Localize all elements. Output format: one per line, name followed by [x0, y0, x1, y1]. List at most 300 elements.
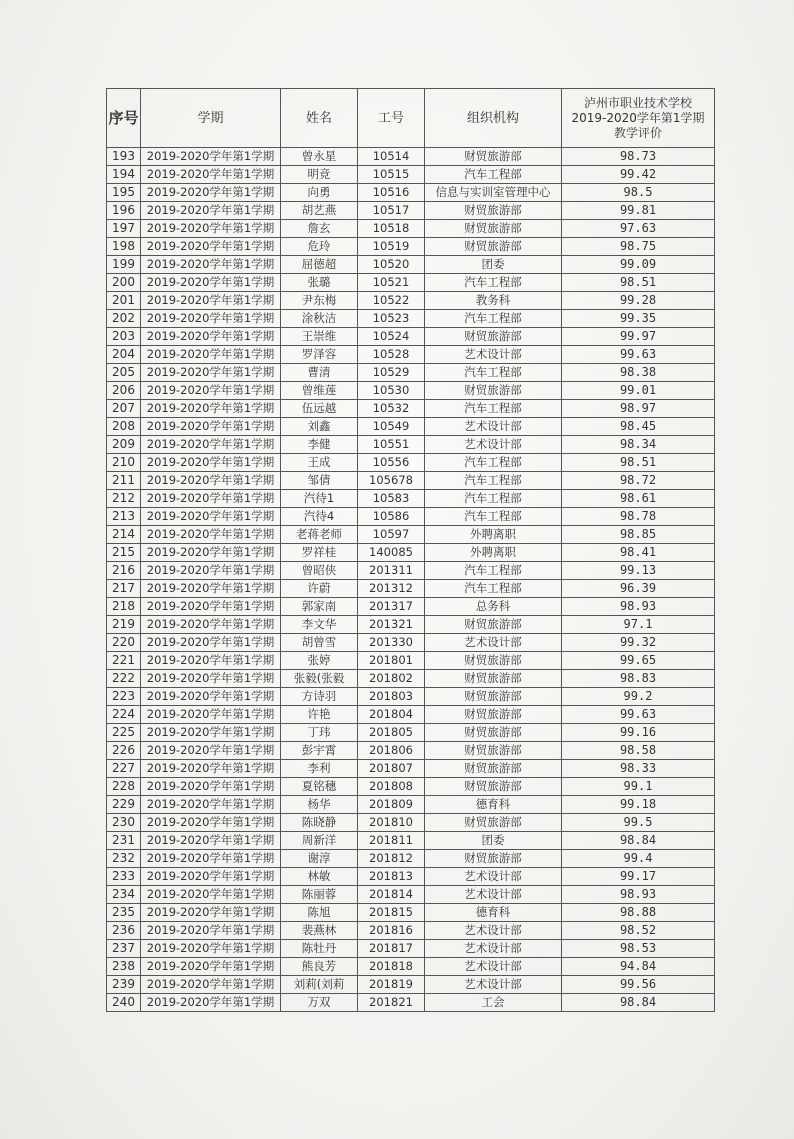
- cell-score: 98.33: [562, 760, 715, 778]
- cell-org: 外聘离职: [425, 544, 562, 562]
- cell-id: 201819: [358, 976, 425, 994]
- cell-term: 2019-2020学年第1学期: [141, 184, 281, 202]
- cell-name: 陈晓静: [281, 814, 358, 832]
- table-row: [107, 184, 715, 202]
- cell-org: 财贸旅游部: [425, 724, 562, 742]
- cell-id: 201801: [358, 652, 425, 670]
- header-name: 姓名: [281, 89, 358, 148]
- cell-org: 团委: [425, 256, 562, 274]
- cell-name: 夏铭穗: [281, 778, 358, 796]
- cell-org: 财贸旅游部: [425, 616, 562, 634]
- table-row: [107, 868, 715, 886]
- cell-term: 2019-2020学年第1学期: [141, 670, 281, 688]
- cell-term: 2019-2020学年第1学期: [141, 850, 281, 868]
- cell-term: 2019-2020学年第1学期: [141, 364, 281, 382]
- cell-org: 艺术设计部: [425, 940, 562, 958]
- cell-seq: 217: [107, 580, 141, 598]
- cell-score: 99.1: [562, 778, 715, 796]
- cell-org: 财贸旅游部: [425, 760, 562, 778]
- table-row: [107, 148, 715, 166]
- cell-seq: 213: [107, 508, 141, 526]
- table-row: [107, 220, 715, 238]
- cell-score: 99.97: [562, 328, 715, 346]
- cell-seq: 194: [107, 166, 141, 184]
- table-row: [107, 472, 715, 490]
- cell-seq: 236: [107, 922, 141, 940]
- cell-seq: 193: [107, 148, 141, 166]
- cell-name: 张毅(张毅: [281, 670, 358, 688]
- cell-name: 罗祥桂: [281, 544, 358, 562]
- cell-name: 老蒋老师: [281, 526, 358, 544]
- cell-score: 98.41: [562, 544, 715, 562]
- cell-score: 98.84: [562, 994, 715, 1012]
- table-row: [107, 202, 715, 220]
- cell-org: 工会: [425, 994, 562, 1012]
- cell-seq: 208: [107, 418, 141, 436]
- cell-org: 财贸旅游部: [425, 742, 562, 760]
- cell-name: 李健: [281, 436, 358, 454]
- cell-org: 艺术设计部: [425, 418, 562, 436]
- cell-id: 201816: [358, 922, 425, 940]
- cell-seq: 222: [107, 670, 141, 688]
- table-row: [107, 742, 715, 760]
- cell-score: 99.65: [562, 652, 715, 670]
- cell-name: 谢淳: [281, 850, 358, 868]
- cell-name: 王成: [281, 454, 358, 472]
- cell-name: 明竞: [281, 166, 358, 184]
- cell-score: 99.4: [562, 850, 715, 868]
- cell-org: 艺术设计部: [425, 634, 562, 652]
- table-header: [107, 89, 715, 148]
- cell-term: 2019-2020学年第1学期: [141, 706, 281, 724]
- cell-name: 许蔚: [281, 580, 358, 598]
- cell-name: 向勇: [281, 184, 358, 202]
- cell-id: 201815: [358, 904, 425, 922]
- table-row: [107, 886, 715, 904]
- cell-id: 201808: [358, 778, 425, 796]
- cell-score: 98.5: [562, 184, 715, 202]
- cell-seq: 210: [107, 454, 141, 472]
- cell-org: 总务科: [425, 598, 562, 616]
- cell-seq: 195: [107, 184, 141, 202]
- cell-score: 97.63: [562, 220, 715, 238]
- cell-name: 刘莉(刘莉: [281, 976, 358, 994]
- cell-term: 2019-2020学年第1学期: [141, 598, 281, 616]
- cell-id: 201312: [358, 580, 425, 598]
- cell-org: 财贸旅游部: [425, 652, 562, 670]
- cell-name: 熊良芳: [281, 958, 358, 976]
- cell-seq: 197: [107, 220, 141, 238]
- cell-term: 2019-2020学年第1学期: [141, 958, 281, 976]
- cell-org: 团委: [425, 832, 562, 850]
- cell-score: 99.63: [562, 346, 715, 364]
- cell-term: 2019-2020学年第1学期: [141, 832, 281, 850]
- cell-score: 99.35: [562, 310, 715, 328]
- header-eval-label: 教学评价: [613, 125, 662, 140]
- cell-term: 2019-2020学年第1学期: [141, 742, 281, 760]
- table-row: [107, 490, 715, 508]
- cell-name: 方诗羽: [281, 688, 358, 706]
- cell-score: 99.01: [562, 382, 715, 400]
- cell-name: 邹倩: [281, 472, 358, 490]
- cell-seq: 229: [107, 796, 141, 814]
- cell-id: 10549: [358, 418, 425, 436]
- cell-id: 140085: [358, 544, 425, 562]
- cell-seq: 205: [107, 364, 141, 382]
- cell-org: 财贸旅游部: [425, 202, 562, 220]
- cell-id: 201809: [358, 796, 425, 814]
- cell-id: 10583: [358, 490, 425, 508]
- cell-org: 教务科: [425, 292, 562, 310]
- cell-org: 汽车工程部: [425, 364, 562, 382]
- cell-term: 2019-2020学年第1学期: [141, 940, 281, 958]
- table-row: [107, 328, 715, 346]
- cell-seq: 220: [107, 634, 141, 652]
- cell-term: 2019-2020学年第1学期: [141, 220, 281, 238]
- cell-seq: 219: [107, 616, 141, 634]
- cell-score: 97.1: [562, 616, 715, 634]
- cell-id: 201311: [358, 562, 425, 580]
- cell-term: 2019-2020学年第1学期: [141, 148, 281, 166]
- cell-name: 彭宇霄: [281, 742, 358, 760]
- table-row: [107, 292, 715, 310]
- cell-term: 2019-2020学年第1学期: [141, 544, 281, 562]
- cell-score: 98.45: [562, 418, 715, 436]
- table-row: [107, 814, 715, 832]
- cell-name: 刘鑫: [281, 418, 358, 436]
- cell-score: 94.84: [562, 958, 715, 976]
- table-row: [107, 616, 715, 634]
- cell-id: 10532: [358, 400, 425, 418]
- cell-term: 2019-2020学年第1学期: [141, 688, 281, 706]
- cell-score: 98.34: [562, 436, 715, 454]
- cell-score: 98.75: [562, 238, 715, 256]
- cell-name: 胡艺燕: [281, 202, 358, 220]
- cell-term: 2019-2020学年第1学期: [141, 976, 281, 994]
- cell-org: 德育科: [425, 796, 562, 814]
- cell-id: 201805: [358, 724, 425, 742]
- cell-term: 2019-2020学年第1学期: [141, 760, 281, 778]
- cell-score: 99.32: [562, 634, 715, 652]
- cell-id: 105678: [358, 472, 425, 490]
- evaluation-table: [106, 88, 715, 1012]
- cell-org: 汽车工程部: [425, 310, 562, 328]
- cell-term: 2019-2020学年第1学期: [141, 238, 281, 256]
- table-row: [107, 364, 715, 382]
- table-row: [107, 346, 715, 364]
- cell-score: 98.88: [562, 904, 715, 922]
- cell-id: 10556: [358, 454, 425, 472]
- cell-id: 10530: [358, 382, 425, 400]
- cell-name: 张璐: [281, 274, 358, 292]
- cell-name: 杨华: [281, 796, 358, 814]
- cell-score: 98.84: [562, 832, 715, 850]
- header-row: [107, 89, 715, 148]
- cell-org: 汽车工程部: [425, 508, 562, 526]
- table-row: [107, 580, 715, 598]
- cell-name: 詹玄: [281, 220, 358, 238]
- cell-term: 2019-2020学年第1学期: [141, 634, 281, 652]
- cell-term: 2019-2020学年第1学期: [141, 616, 281, 634]
- cell-score: 99.16: [562, 724, 715, 742]
- table-row: [107, 634, 715, 652]
- cell-seq: 212: [107, 490, 141, 508]
- cell-name: 裴燕林: [281, 922, 358, 940]
- cell-name: 曾永星: [281, 148, 358, 166]
- cell-seq: 230: [107, 814, 141, 832]
- cell-org: 财贸旅游部: [425, 814, 562, 832]
- cell-id: 201330: [358, 634, 425, 652]
- table-row: [107, 976, 715, 994]
- cell-org: 汽车工程部: [425, 274, 562, 292]
- cell-name: 涂秋洁: [281, 310, 358, 328]
- cell-seq: 224: [107, 706, 141, 724]
- table-row: [107, 958, 715, 976]
- cell-score: 98.72: [562, 472, 715, 490]
- cell-seq: 226: [107, 742, 141, 760]
- cell-org: 财贸旅游部: [425, 220, 562, 238]
- cell-score: 99.56: [562, 976, 715, 994]
- cell-score: 99.42: [562, 166, 715, 184]
- cell-seq: 218: [107, 598, 141, 616]
- table-row: [107, 922, 715, 940]
- cell-term: 2019-2020学年第1学期: [141, 562, 281, 580]
- cell-id: 201803: [358, 688, 425, 706]
- cell-seq: 214: [107, 526, 141, 544]
- cell-term: 2019-2020学年第1学期: [141, 418, 281, 436]
- cell-id: 201802: [358, 670, 425, 688]
- cell-score: 99.63: [562, 706, 715, 724]
- cell-score: 99.09: [562, 256, 715, 274]
- cell-name: 汽待4: [281, 508, 358, 526]
- cell-id: 10529: [358, 364, 425, 382]
- cell-seq: 203: [107, 328, 141, 346]
- cell-seq: 201: [107, 292, 141, 310]
- header-id: 工号: [358, 89, 425, 148]
- cell-name: 罗泽容: [281, 346, 358, 364]
- cell-name: 张婷: [281, 652, 358, 670]
- cell-org: 汽车工程部: [425, 454, 562, 472]
- table-row: [107, 526, 715, 544]
- cell-org: 艺术设计部: [425, 868, 562, 886]
- cell-name: 丁玮: [281, 724, 358, 742]
- cell-term: 2019-2020学年第1学期: [141, 652, 281, 670]
- cell-org: 财贸旅游部: [425, 238, 562, 256]
- header-evaluation: [562, 89, 715, 148]
- cell-seq: 199: [107, 256, 141, 274]
- cell-org: 艺术设计部: [425, 886, 562, 904]
- cell-org: 汽车工程部: [425, 472, 562, 490]
- cell-term: 2019-2020学年第1学期: [141, 166, 281, 184]
- cell-score: 98.38: [562, 364, 715, 382]
- cell-score: 98.93: [562, 598, 715, 616]
- table-row: [107, 940, 715, 958]
- cell-org: 艺术设计部: [425, 922, 562, 940]
- cell-seq: 202: [107, 310, 141, 328]
- cell-id: 10597: [358, 526, 425, 544]
- cell-score: 98.85: [562, 526, 715, 544]
- table-row: [107, 652, 715, 670]
- cell-org: 财贸旅游部: [425, 706, 562, 724]
- cell-name: 曹清: [281, 364, 358, 382]
- table-row: [107, 508, 715, 526]
- cell-name: 危玲: [281, 238, 358, 256]
- cell-term: 2019-2020学年第1学期: [141, 490, 281, 508]
- cell-term: 2019-2020学年第1学期: [141, 400, 281, 418]
- cell-term: 2019-2020学年第1学期: [141, 436, 281, 454]
- cell-score: 99.5: [562, 814, 715, 832]
- cell-seq: 206: [107, 382, 141, 400]
- table-row: [107, 706, 715, 724]
- cell-seq: 239: [107, 976, 141, 994]
- header-org: 组织机构: [425, 89, 562, 148]
- table-row: [107, 256, 715, 274]
- cell-score: 98.61: [562, 490, 715, 508]
- cell-id: 201813: [358, 868, 425, 886]
- cell-name: 李文华: [281, 616, 358, 634]
- cell-id: 201814: [358, 886, 425, 904]
- cell-id: 10516: [358, 184, 425, 202]
- table-row: [107, 310, 715, 328]
- cell-name: 李利: [281, 760, 358, 778]
- cell-term: 2019-2020学年第1学期: [141, 292, 281, 310]
- cell-term: 2019-2020学年第1学期: [141, 274, 281, 292]
- cell-org: 汽车工程部: [425, 580, 562, 598]
- cell-name: 郭家南: [281, 598, 358, 616]
- table-row: [107, 562, 715, 580]
- cell-score: 98.52: [562, 922, 715, 940]
- cell-term: 2019-2020学年第1学期: [141, 868, 281, 886]
- cell-org: 德育科: [425, 904, 562, 922]
- cell-name: 胡曾雪: [281, 634, 358, 652]
- cell-name: 陈牡丹: [281, 940, 358, 958]
- table-row: [107, 688, 715, 706]
- cell-term: 2019-2020学年第1学期: [141, 508, 281, 526]
- cell-org: 财贸旅游部: [425, 382, 562, 400]
- cell-term: 2019-2020学年第1学期: [141, 814, 281, 832]
- cell-term: 2019-2020学年第1学期: [141, 724, 281, 742]
- cell-org: 财贸旅游部: [425, 688, 562, 706]
- cell-id: 10515: [358, 166, 425, 184]
- cell-term: 2019-2020学年第1学期: [141, 256, 281, 274]
- cell-id: 10518: [358, 220, 425, 238]
- cell-org: 外聘离职: [425, 526, 562, 544]
- cell-org: 财贸旅游部: [425, 778, 562, 796]
- cell-id: 10551: [358, 436, 425, 454]
- cell-name: 陈丽蓉: [281, 886, 358, 904]
- table-row: [107, 436, 715, 454]
- cell-score: 99.28: [562, 292, 715, 310]
- cell-score: 99.18: [562, 796, 715, 814]
- table-row: [107, 670, 715, 688]
- cell-id: 201811: [358, 832, 425, 850]
- cell-id: 201807: [358, 760, 425, 778]
- cell-id: 10586: [358, 508, 425, 526]
- cell-seq: 215: [107, 544, 141, 562]
- cell-score: 98.51: [562, 454, 715, 472]
- table-row: [107, 832, 715, 850]
- cell-term: 2019-2020学年第1学期: [141, 310, 281, 328]
- cell-score: 98.53: [562, 940, 715, 958]
- cell-seq: 232: [107, 850, 141, 868]
- cell-score: 99.13: [562, 562, 715, 580]
- cell-term: 2019-2020学年第1学期: [141, 904, 281, 922]
- table-row: [107, 454, 715, 472]
- cell-org: 艺术设计部: [425, 346, 562, 364]
- cell-seq: 198: [107, 238, 141, 256]
- cell-org: 汽车工程部: [425, 562, 562, 580]
- header-eval-term: 2019-2020学年第1学期: [571, 110, 705, 125]
- cell-org: 信息与实训室管理中心: [425, 184, 562, 202]
- cell-id: 201804: [358, 706, 425, 724]
- cell-term: 2019-2020学年第1学期: [141, 454, 281, 472]
- cell-term: 2019-2020学年第1学期: [141, 796, 281, 814]
- cell-org: 财贸旅游部: [425, 850, 562, 868]
- cell-org: 艺术设计部: [425, 436, 562, 454]
- cell-seq: 211: [107, 472, 141, 490]
- table-row: [107, 274, 715, 292]
- cell-id: 10528: [358, 346, 425, 364]
- table-row: [107, 760, 715, 778]
- table-row: [107, 382, 715, 400]
- cell-score: 98.97: [562, 400, 715, 418]
- cell-score: 98.78: [562, 508, 715, 526]
- cell-score: 98.51: [562, 274, 715, 292]
- cell-seq: 234: [107, 886, 141, 904]
- cell-seq: 221: [107, 652, 141, 670]
- cell-term: 2019-2020学年第1学期: [141, 922, 281, 940]
- cell-score: 98.73: [562, 148, 715, 166]
- cell-seq: 238: [107, 958, 141, 976]
- cell-id: 10517: [358, 202, 425, 220]
- cell-id: 201317: [358, 598, 425, 616]
- cell-seq: 196: [107, 202, 141, 220]
- cell-id: 10522: [358, 292, 425, 310]
- cell-id: 10524: [358, 328, 425, 346]
- cell-term: 2019-2020学年第1学期: [141, 328, 281, 346]
- header-eval-school: 泸州市职业技术学校: [583, 95, 692, 110]
- cell-seq: 233: [107, 868, 141, 886]
- cell-org: 汽车工程部: [425, 400, 562, 418]
- cell-org: 财贸旅游部: [425, 328, 562, 346]
- cell-name: 王崇维: [281, 328, 358, 346]
- header-seq: 序号: [107, 89, 141, 148]
- cell-term: 2019-2020学年第1学期: [141, 580, 281, 598]
- table-row: [107, 724, 715, 742]
- cell-id: 10523: [358, 310, 425, 328]
- cell-name: 曾维莲: [281, 382, 358, 400]
- cell-name: 汽待1: [281, 490, 358, 508]
- cell-seq: 231: [107, 832, 141, 850]
- cell-id: 201810: [358, 814, 425, 832]
- cell-name: 曾昭侠: [281, 562, 358, 580]
- table-row: [107, 400, 715, 418]
- table-row: [107, 796, 715, 814]
- cell-org: 汽车工程部: [425, 166, 562, 184]
- cell-name: 万双: [281, 994, 358, 1012]
- cell-term: 2019-2020学年第1学期: [141, 346, 281, 364]
- cell-term: 2019-2020学年第1学期: [141, 778, 281, 796]
- cell-term: 2019-2020学年第1学期: [141, 994, 281, 1012]
- cell-id: 10514: [358, 148, 425, 166]
- cell-id: 201812: [358, 850, 425, 868]
- cell-org: 汽车工程部: [425, 490, 562, 508]
- cell-org: 艺术设计部: [425, 958, 562, 976]
- table-row: [107, 166, 715, 184]
- table-row: [107, 850, 715, 868]
- table-row: [107, 994, 715, 1012]
- cell-score: 98.93: [562, 886, 715, 904]
